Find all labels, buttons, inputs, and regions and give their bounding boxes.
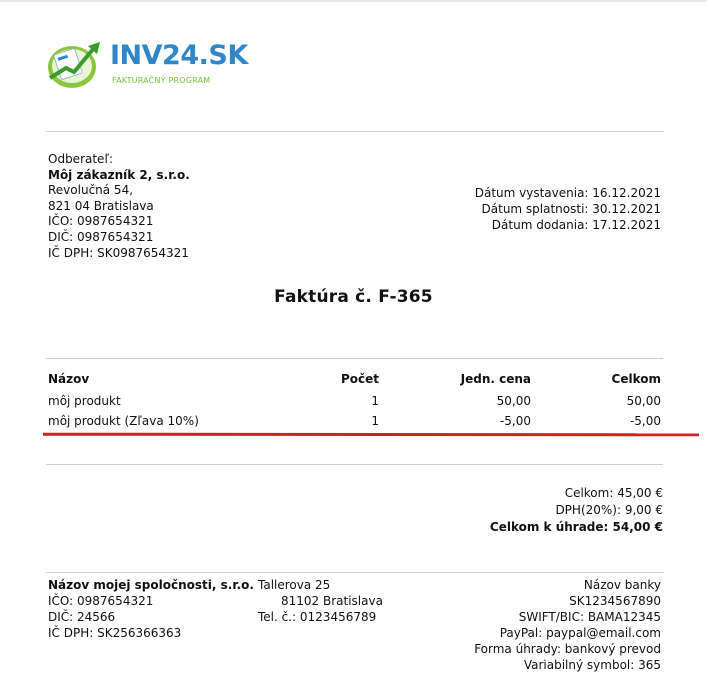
bank-swift: SWIFT/BIC: BAMA12345 (518, 610, 661, 624)
totals-block (490, 485, 663, 536)
buyer-block (48, 152, 190, 261)
invoice-chart-arrow-icon (46, 38, 106, 90)
column-header-unit-price: Jedn. cena (460, 372, 531, 386)
logo-title: INV24.SK (110, 40, 248, 71)
dates-block (475, 185, 661, 233)
grand-total: Celkom k úhrade: 54,00 € (489, 520, 663, 534)
column-header-total: Celkom (611, 372, 661, 386)
bank-block (474, 577, 661, 673)
delivery-date: Dátum dodania: 17.12.2021 (491, 218, 661, 232)
supplier-dic: DIČ: 24566 (48, 610, 116, 624)
column-header-name: Názov (48, 372, 90, 386)
red-underline-annotation (43, 433, 699, 437)
supplier-block (48, 577, 254, 641)
supplier-city: 81102 Bratislava (281, 594, 383, 608)
issue-date: Dátum vystavenia: 16.12.2021 (474, 186, 661, 200)
logo-subtitle: FAKTURAČNÝ PROGRAM (112, 76, 211, 85)
column-header-quantity: Počet (340, 372, 379, 386)
table-row (48, 414, 661, 434)
divider (46, 572, 663, 573)
divider (46, 464, 663, 465)
logo (46, 38, 248, 90)
buyer-name: Môj zákazník 2, s.r.o. (48, 167, 190, 182)
divider (46, 131, 663, 132)
bank-account: SK1234567890 (569, 594, 661, 608)
paypal-email: PayPal: paypal@email.com (499, 626, 661, 640)
buyer-city: 821 04 Bratislava (48, 198, 154, 213)
item-total: -5,00 (629, 414, 661, 428)
table-row (48, 394, 661, 414)
item-name: môj produkt (Zľava 10%) (48, 414, 199, 428)
item-name: môj produkt (48, 394, 121, 408)
payment-form: Forma úhrady: bankový prevod (474, 642, 661, 656)
invoice-title: Faktúra č. F-365 (274, 287, 433, 307)
buyer-icdph: IČ DPH: SK0987654321 (48, 245, 189, 260)
buyer-street: Revolučná 54, (48, 183, 134, 198)
supplier-address (258, 577, 383, 625)
divider (46, 358, 663, 359)
items-table (48, 372, 661, 434)
item-quantity: 1 (371, 414, 379, 428)
subtotal: Celkom: 45,00 € (564, 486, 663, 500)
supplier-icdph: IČ DPH: SK256366363 (48, 626, 182, 640)
buyer-ico: IČO: 0987654321 (48, 214, 154, 229)
supplier-name: Názov mojej spoločnosti, s.r.o. (48, 578, 254, 592)
buyer-dic: DIČ: 0987654321 (48, 229, 154, 244)
buyer-label: Odberateľ: (48, 152, 113, 166)
item-quantity: 1 (371, 394, 379, 408)
bank-name: Názov banky (583, 578, 661, 592)
table-header-row (48, 372, 661, 394)
supplier-street: Tallerova 25 (258, 578, 331, 592)
supplier-ico: IČO: 0987654321 (48, 594, 154, 608)
item-total: 50,00 (626, 394, 661, 408)
item-unit-price: -5,00 (499, 414, 531, 428)
due-date: Dátum splatnosti: 30.12.2021 (481, 202, 661, 216)
vat-amount: DPH(20%): 9,00 € (555, 503, 663, 517)
item-unit-price: 50,00 (496, 394, 531, 408)
supplier-phone: Tel. č.: 0123456789 (258, 610, 377, 624)
variable-symbol: Variabilný symbol: 365 (523, 658, 661, 672)
top-edge-shade (0, 0, 707, 2)
